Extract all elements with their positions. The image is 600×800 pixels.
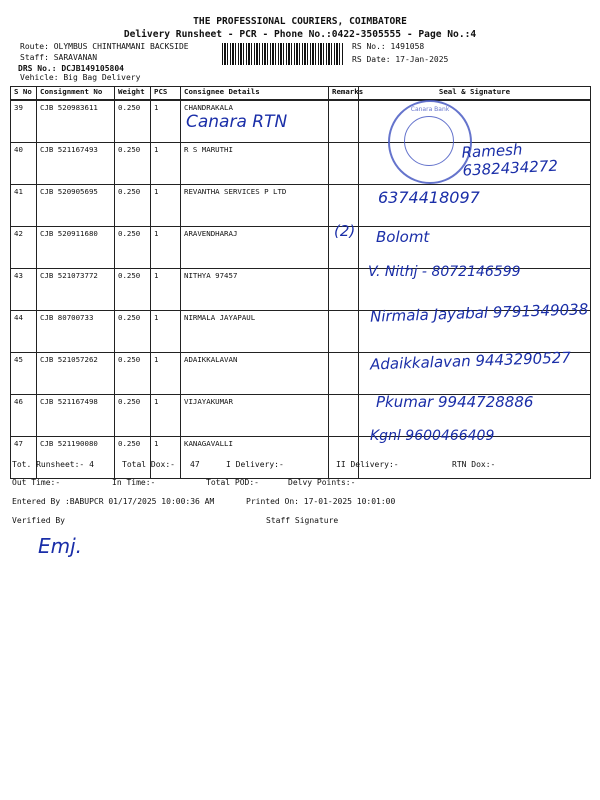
- handwriting-row42-remark: (2): [334, 222, 356, 240]
- cell-pcs: 1: [151, 437, 181, 479]
- cell-consignee: ADAIKKALAVAN: [181, 353, 329, 395]
- cell-consignee: R S MARUTHI: [181, 143, 329, 185]
- cell-pcs: 1: [151, 143, 181, 185]
- cell-weight: 0.250: [115, 269, 151, 311]
- cell-consignment: CJB 520911680: [37, 227, 115, 269]
- total-dox-value: 47: [190, 460, 200, 469]
- cell-consignment: CJB 521167493: [37, 143, 115, 185]
- cell-consignment: CJB 521167498: [37, 395, 115, 437]
- table-row: [11, 227, 591, 269]
- handwriting-row44: Nirmala Jayabal 9791349038: [369, 300, 589, 326]
- cell-consignee: VIJAYAKUMAR: [181, 395, 329, 437]
- route-line: Route: OLYMBUS CHINTHAMANI BACKSIDE: [20, 42, 189, 51]
- ii-delivery: II Delivery:-: [336, 460, 399, 469]
- printed-on: Printed On: 17-01-2025 10:01:00: [246, 497, 396, 506]
- cell-weight: 0.250: [115, 100, 151, 143]
- handwriting-row43: V. Nithj - 8072146599: [368, 264, 521, 280]
- cell-pcs: 1: [151, 353, 181, 395]
- handwriting-row40: Ramesh 6382434272: [461, 140, 559, 180]
- handwriting-row45: Adaikkalavan 9443290527: [369, 348, 572, 374]
- col-consignment: Consignment No: [37, 87, 115, 101]
- cell-sno: 45: [11, 353, 37, 395]
- entered-by: Entered By :BABUPCR 01/17/2025 10:00:36 AM: [12, 497, 215, 506]
- cell-consignment: CJB 521073772: [37, 269, 115, 311]
- cell-sno: 42: [11, 227, 37, 269]
- cell-remarks: [329, 353, 359, 395]
- col-pcs: PCS: [151, 87, 181, 101]
- cell-pcs: 1: [151, 100, 181, 143]
- cell-sno: 39: [11, 100, 37, 143]
- total-pod: Total POD:-: [206, 478, 259, 487]
- cell-consignment: CJB 520905695: [37, 185, 115, 227]
- bank-seal-stamp: [388, 100, 472, 184]
- col-seal: Seal & Signature: [359, 87, 591, 101]
- delvy-points: Delvy Points:-: [288, 478, 356, 487]
- cell-consignment: CJB 80700733: [37, 311, 115, 353]
- vehicle-line: Vehicle: Big Bag Delivery: [20, 73, 141, 82]
- cell-consignee: ARAVENDHARAJ: [181, 227, 329, 269]
- cell-sno: 47: [11, 437, 37, 479]
- cell-weight: 0.250: [115, 311, 151, 353]
- cell-weight: 0.250: [115, 437, 151, 479]
- drs-line: DRS No.: DCJB149105804: [18, 64, 124, 73]
- handwriting-row46: Pkumar 9944728886: [376, 393, 534, 411]
- col-sno: S No: [11, 87, 37, 101]
- stamp-text: Canara Bank: [410, 106, 450, 113]
- cell-pcs: 1: [151, 227, 181, 269]
- barcode: [222, 43, 344, 65]
- company-title: THE PROFESSIONAL COURIERS, COIMBATORE: [193, 16, 407, 27]
- handwriting-row41: 6374418097: [378, 188, 480, 207]
- rtn-dox: RTN Dox:-: [452, 460, 496, 469]
- cell-consignee: NITHYA 97457: [181, 269, 329, 311]
- cell-weight: 0.250: [115, 353, 151, 395]
- cell-weight: 0.250: [115, 227, 151, 269]
- cell-pcs: 1: [151, 185, 181, 227]
- col-consignee: Consignee Details: [181, 87, 329, 101]
- cell-weight: 0.250: [115, 143, 151, 185]
- cell-weight: 0.250: [115, 395, 151, 437]
- cell-remarks: [329, 395, 359, 437]
- cell-pcs: 1: [151, 269, 181, 311]
- cell-consignee: NIRMALA JAYAPAUL: [181, 311, 329, 353]
- table-row: [11, 100, 591, 143]
- cell-consignee: REVANTHA SERVICES P LTD: [181, 185, 329, 227]
- tot-runsheet: Tot. Runsheet:- 4: [12, 460, 94, 469]
- cell-pcs: 1: [151, 311, 181, 353]
- cell-sno: 46: [11, 395, 37, 437]
- handwriting-row47: Kgnl 9600466409: [370, 428, 495, 444]
- handwriting-row42: Bolomt: [376, 228, 430, 246]
- total-dox-label: Total Dox:-: [122, 460, 175, 469]
- cell-sno: 44: [11, 311, 37, 353]
- cell-sno: 40: [11, 143, 37, 185]
- table-row: [11, 437, 591, 479]
- rs-number: RS No.: 1491058: [352, 42, 425, 51]
- verified-by-label: Verified By: [12, 516, 65, 525]
- i-delivery: I Delivery:-: [226, 460, 284, 469]
- cell-remarks: [329, 100, 359, 143]
- cell-consignment: CJB 521190080: [37, 437, 115, 479]
- cell-remarks: [329, 185, 359, 227]
- cell-consignee: KANAGAVALLI: [181, 437, 329, 479]
- table-row: [11, 185, 591, 227]
- cell-consignment: CJB 520983611: [37, 100, 115, 143]
- in-time: In Time:-: [112, 478, 156, 487]
- cell-sno: 43: [11, 269, 37, 311]
- handwriting-row39: Canara RTN: [186, 112, 288, 132]
- col-remarks: Remarks: [329, 87, 359, 101]
- staff-line: Staff: SARAVANAN: [20, 53, 98, 62]
- stamp-inner-ring: [404, 116, 454, 166]
- cell-remarks: [329, 437, 359, 479]
- verified-signature: Emj.: [38, 534, 83, 558]
- cell-remarks: [329, 143, 359, 185]
- cell-remarks: [329, 311, 359, 353]
- col-weight: Weight: [115, 87, 151, 101]
- cell-remarks: [329, 269, 359, 311]
- cell-weight: 0.250: [115, 185, 151, 227]
- runsheet-subtitle: Delivery Runsheet - PCR - Phone No.:0422-3505555 - Page No.:4: [123, 29, 477, 40]
- cell-sno: 41: [11, 185, 37, 227]
- out-time: Out Time:-: [12, 478, 61, 487]
- rs-date: RS Date: 17-Jan-2025: [352, 55, 449, 64]
- cell-pcs: 1: [151, 395, 181, 437]
- cell-consignee: CHANDRAKALA: [181, 100, 329, 143]
- staff-signature-label: Staff Signature: [266, 516, 339, 525]
- table-header: [11, 87, 591, 101]
- cell-consignment: CJB 521057262: [37, 353, 115, 395]
